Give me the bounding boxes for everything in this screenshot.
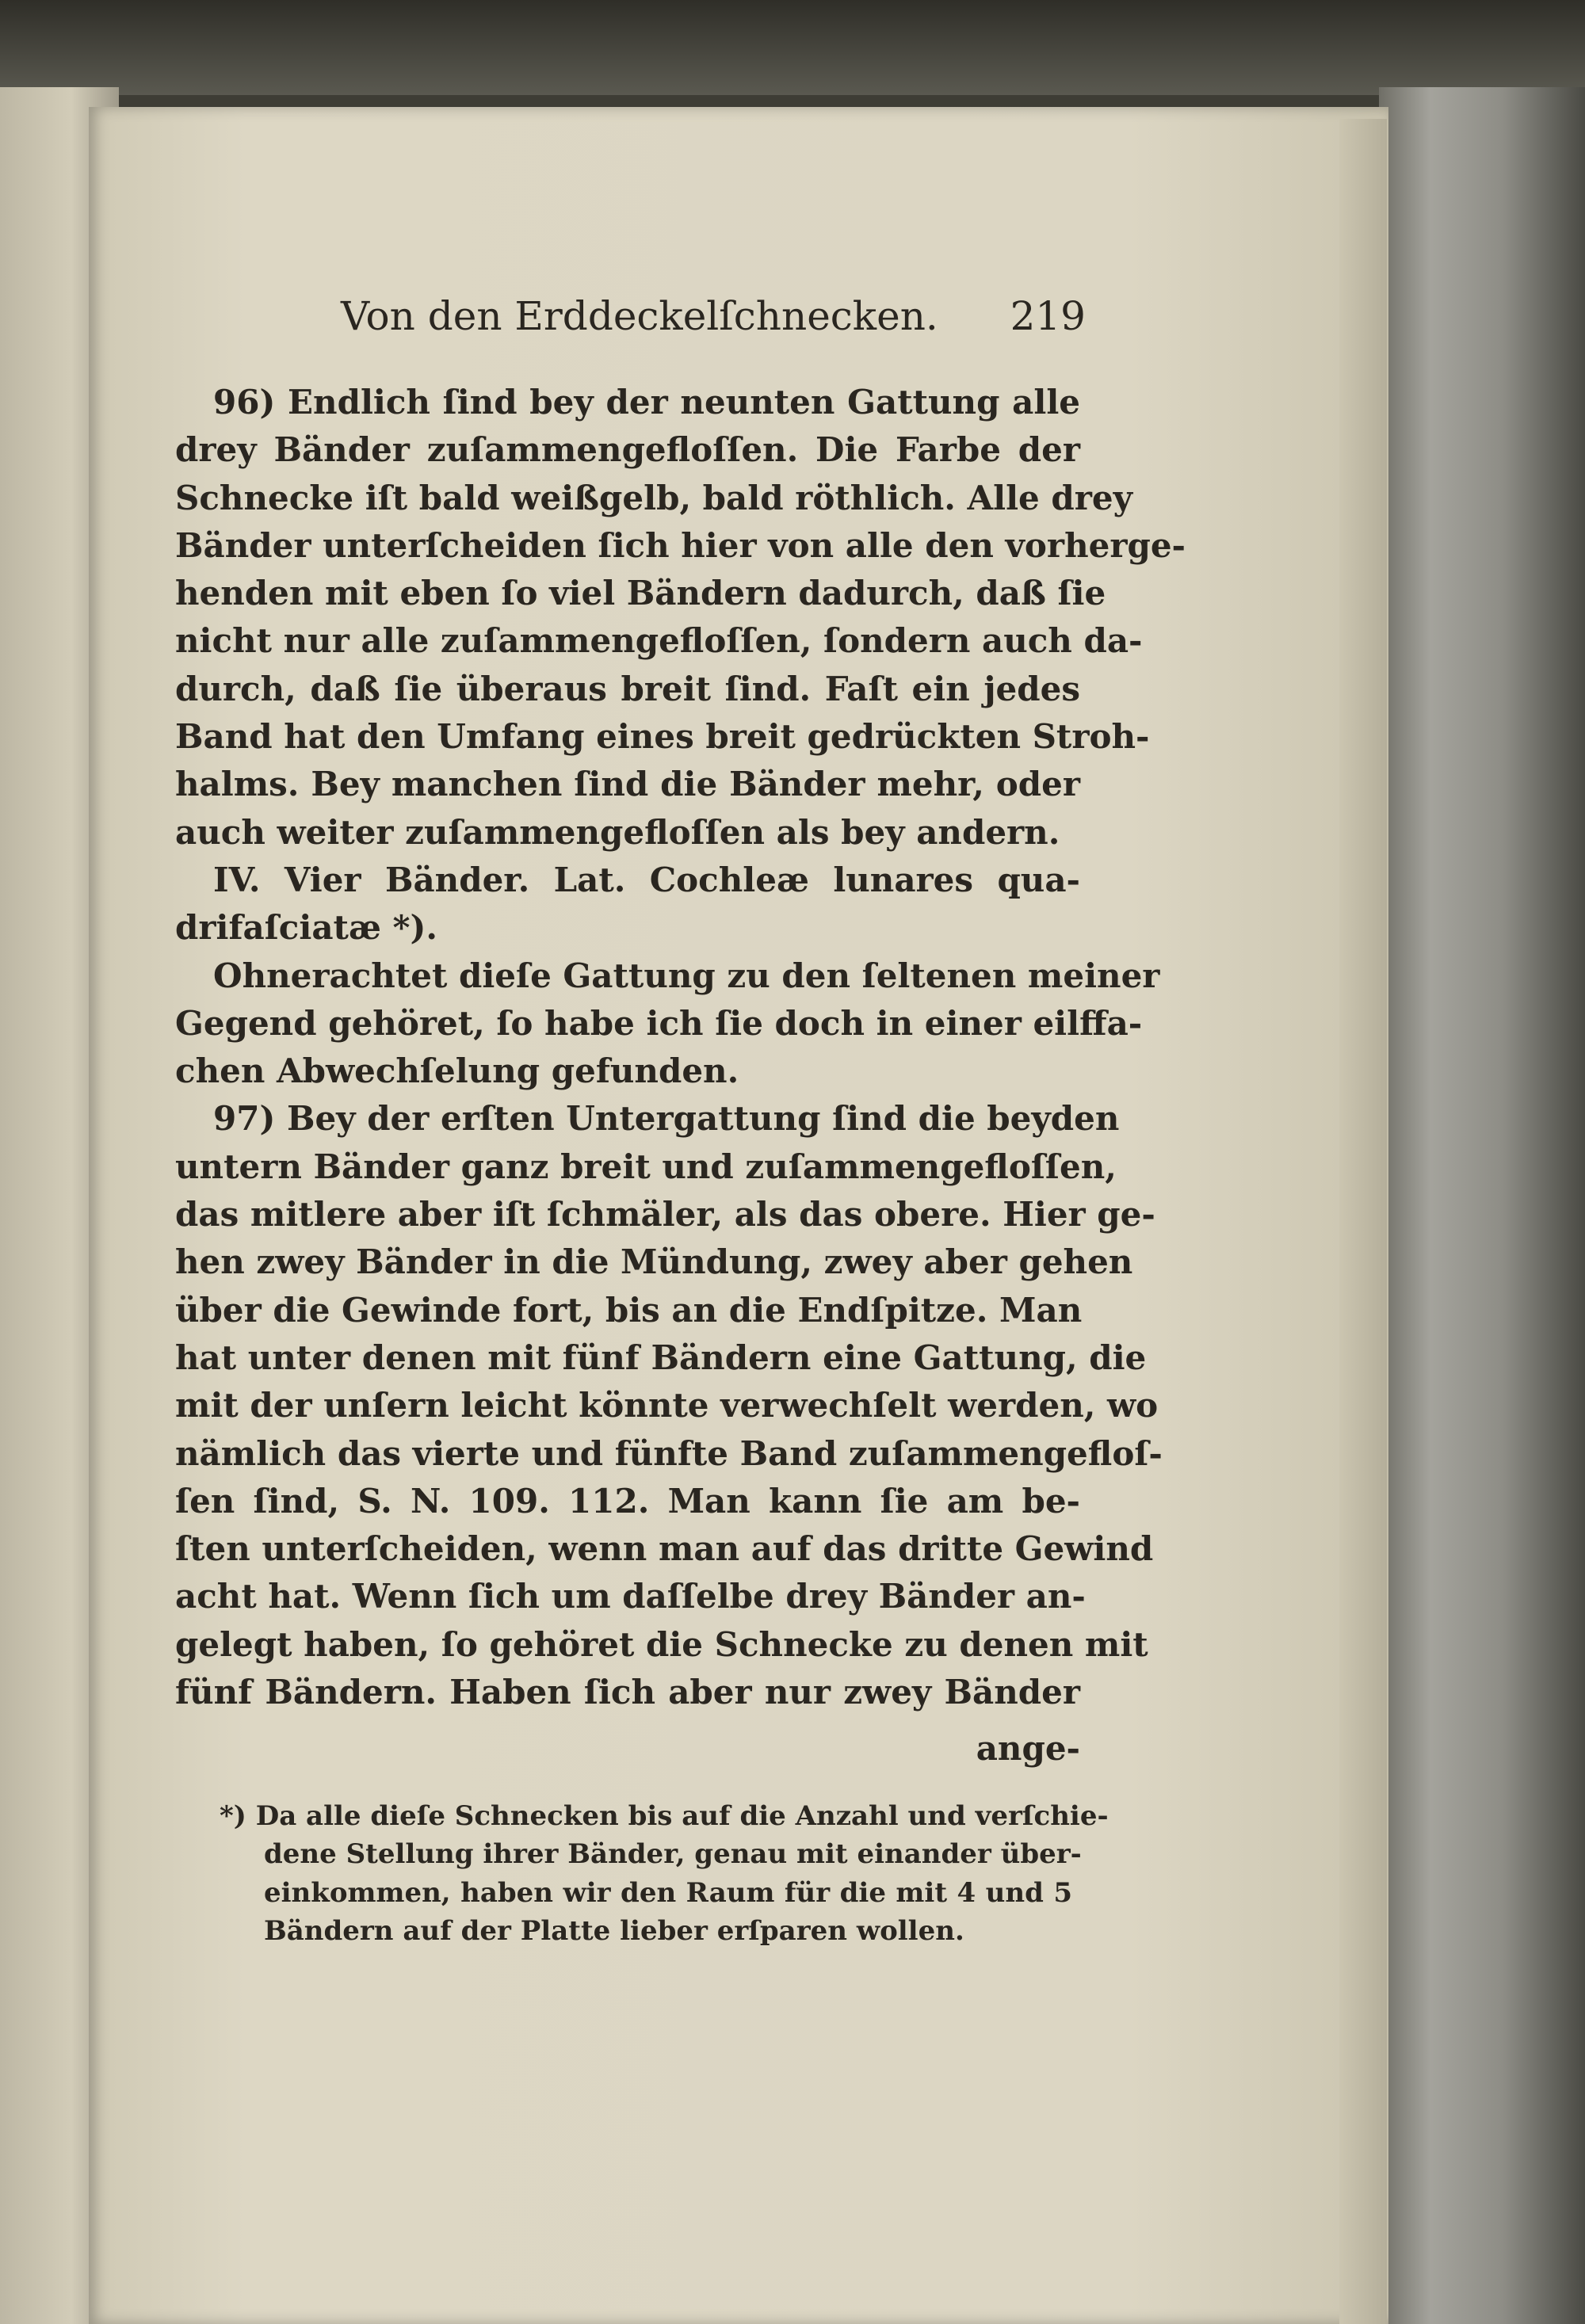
text-line: durch, daß ſie überaus breit ſind. Faſt ein jedes [175, 669, 1080, 708]
text-line: henden mit eben ſo viel Bändern dadurch, daß ſie [175, 574, 1106, 613]
text-line: acht hat. Wenn ſich um daſſelbe drey Bänder an- [175, 1577, 1086, 1616]
text-line: hat unter denen mit fünf Bändern eine Gattung, die [175, 1338, 1147, 1377]
text-line: Ohnerachtet dieſe Gattung zu den ſeltenen meiner [213, 956, 1160, 995]
body-text [175, 379, 1186, 1716]
running-header [341, 293, 1086, 349]
text-line: chen Abwechſelung gefunden. [175, 1051, 739, 1091]
book-cover-top [0, 0, 1585, 95]
book-cover-right [1379, 87, 1585, 2324]
text-line: drifaſciatæ *). [175, 908, 437, 948]
text-line: Bänder unterſcheiden ſich hier von alle den vorherge- [175, 525, 1186, 565]
footnote [220, 1797, 1109, 1950]
text-line: das mitlere aber iſt ſchmäler, als das obere. Hier ge- [175, 1195, 1155, 1235]
text-line: drey Bänder zuſammengefloſſen. Die Farbe der [175, 430, 1080, 470]
text-line: Band hat den Umfang eines breit gedrückten Stroh- [175, 717, 1150, 757]
text-line: fünf Bändern. Haben ſich aber nur zwey Bänder [175, 1673, 1080, 1712]
text-line: nämlich das vierte und fünfte Band zuſammengefloſ- [175, 1433, 1163, 1473]
page-number: 219 [1010, 293, 1086, 339]
text-line: 96) Endlich ſind bey der neunten Gattung alle [213, 383, 1080, 422]
text-line: mit der unſern leicht könnte verwechſelt werden, wo [175, 1386, 1159, 1425]
text-line: gelegt haben, ſo gehöret die Schnecke zu denen mit [175, 1624, 1148, 1664]
text-line: 97) Bey der erſten Untergattung ſind die beyden [213, 1099, 1120, 1139]
text-line: ſten unterſcheiden, wenn man auf das dritte Gewind [175, 1529, 1154, 1569]
footnote-line: einkommen, haben wir den Raum für die mit 4 und 5 [264, 1876, 1072, 1909]
text-line: ſen ſind, S. N. 109. 112. Man kann ſie am be- [175, 1481, 1080, 1521]
footnote-line: *) Da alle dieſe Schnecken bis auf die Anzahl und verſchie- [220, 1800, 1109, 1832]
text-line: nicht nur alle zuſammengefloſſen, ſondern auch da- [175, 621, 1143, 661]
page-edge-shadow [1339, 119, 1387, 2324]
footnote-line: Bändern auf der Platte lieber erſparen wollen. [264, 1914, 964, 1947]
running-title: Von den Erddeckelſchnecken. [341, 293, 938, 339]
text-line: Gegend gehöret, ſo habe ich ſie doch in einer eilffa- [175, 1003, 1143, 1043]
text-line: untern Bänder ganz breit und zuſammengefloſſen, [175, 1147, 1117, 1186]
text-line: Schnecke iſt bald weißgelb, bald röthlich. Alle drey [175, 478, 1133, 517]
text-line: hen zwey Bänder in die Mündung, zwey aber gehen [175, 1242, 1133, 1282]
footnote-line: dene Stellung ihrer Bänder, genau mit einander über- [264, 1838, 1082, 1871]
catchword: ange- [976, 1729, 1080, 1768]
text-line: halms. Bey manchen ſind die Bänder mehr, oder [175, 765, 1080, 804]
text-line: auch weiter zuſammengefloſſen als bey andern. [175, 812, 1060, 852]
text-line: IV. Vier Bänder. Lat. Cochleæ lunares qua- [213, 860, 1080, 899]
text-line: über die Gewinde fort, bis an die Endſpitze. Man [175, 1290, 1083, 1330]
